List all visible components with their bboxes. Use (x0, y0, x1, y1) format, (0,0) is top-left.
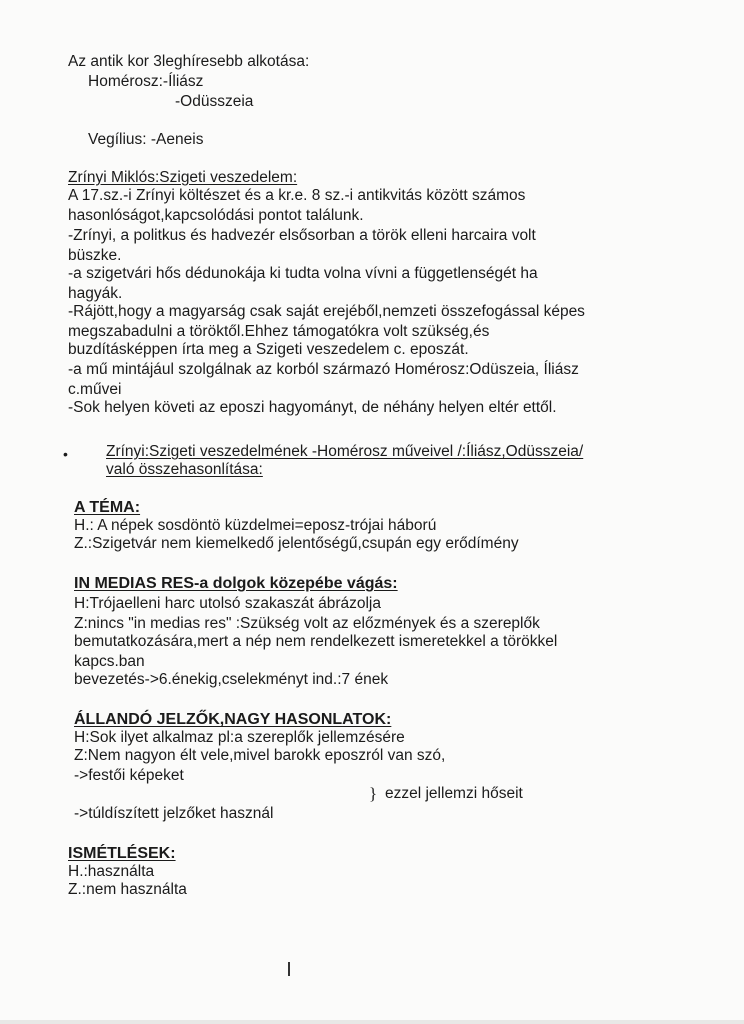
bullet-icon: • (63, 446, 68, 462)
allando-line: ->festői képeket (74, 767, 184, 784)
zrinyi-heading: Zrínyi Miklós:Szigeti veszedelem: (68, 169, 298, 186)
in-medias-line: bevezetés->6.énekig,cselekményt ind.:7 ének (74, 671, 389, 688)
tema-line: H.: A népek sosdöntö küzdelmei=eposz-trójai háború (74, 517, 437, 534)
in-medias-line: kapcs.ban (74, 653, 145, 670)
in-medias-line: H:Trójaelleni harc utolsó szakaszát ábrázolja (74, 595, 381, 612)
zrinyi-line: hasonlóságot,kapcsolódási pontot találunk. (68, 207, 364, 224)
tema-line: Z.:Szigetvár nem kiemelkedő jelentőségű,csupán egy erődímény (74, 535, 519, 552)
in-medias-line: bemutatkozására,mert a nép nem rendelkezett ismeretekkel a törökkel (74, 633, 558, 650)
in-medias-line: Z:nincs "in medias res" :Szükség volt az előzmények és a szereplők (74, 615, 540, 632)
page-mark (288, 962, 290, 976)
allando-brace-text: ezzel jellemzi hőseit (385, 785, 523, 802)
ismetlesek-heading: ISMÉTLÉSEK: (68, 845, 176, 862)
brace-icon: } (369, 784, 378, 803)
intro-homer: Homérosz:-Íliász (88, 73, 204, 90)
in-medias-heading: IN MEDIAS RES-a dolgok közepébe vágás: (74, 575, 398, 592)
tema-heading: A TÉMA: (74, 499, 141, 516)
zrinyi-line: -Rájött,hogy a magyarság csak saját erejéből,nemzeti összefogással képes (68, 303, 585, 320)
zrinyi-line: -a szigetvári hős dédunokája ki tudta volna vívni a függetlenségét ha (68, 265, 538, 282)
zrinyi-line: A 17.sz.-i Zrínyi költészet és a kr.e. 8 sz.-i antikvitás között számos (68, 187, 526, 204)
zrinyi-line: -Zrínyi, a politkus és hadvezér elsősorban a török elleni harcaira volt (68, 227, 536, 244)
comparison-heading-line1: Zrínyi:Szigeti veszedelmének -Homérosz műveivel /:Íliász,Odüsszeia/ (106, 443, 584, 460)
zrinyi-line: -a mű mintájául szolgálnak az korból származó Homérosz:Odüszeia, Íliász (68, 361, 579, 378)
allando-heading: ÁLLANDÓ JELZŐK,NAGY HASONLATOK: (74, 711, 392, 728)
zrinyi-line: -Sok helyen követi az eposzi hagyományt, de néhány helyen eltér ettől. (68, 399, 557, 416)
allando-last-line: ->túldíszített jelzőket használ (74, 805, 274, 822)
ismetlesek-line: H.:használta (68, 863, 155, 880)
zrinyi-line: c.művei (68, 381, 122, 398)
zrinyi-line: megszabadulni a töröktől.Ehhez támogatókra volt szükség,és (68, 323, 490, 340)
ismetlesek-line: Z.:nem használta (68, 881, 187, 898)
zrinyi-line: büszke. (68, 247, 122, 264)
comparison-heading-line2: való összehasonlítása: (106, 461, 263, 478)
zrinyi-line: buzdításképpen írta meg a Szigeti veszedelem c. eposzát. (68, 341, 469, 358)
intro-virgil: Vegílius: -Aeneis (88, 131, 204, 148)
intro-title: Az antik kor 3leghíresebb alkotása: (68, 53, 310, 70)
allando-line: H:Sok ilyet alkalmaz pl:a szereplők jellemzésére (74, 729, 405, 746)
page-edge (0, 1020, 744, 1024)
zrinyi-line: hagyák. (68, 285, 123, 302)
intro-homer-second: -Odüsszeia (175, 93, 254, 110)
allando-line: Z:Nem nagyon élt vele,mivel barokk eposzról van szó, (74, 747, 446, 764)
